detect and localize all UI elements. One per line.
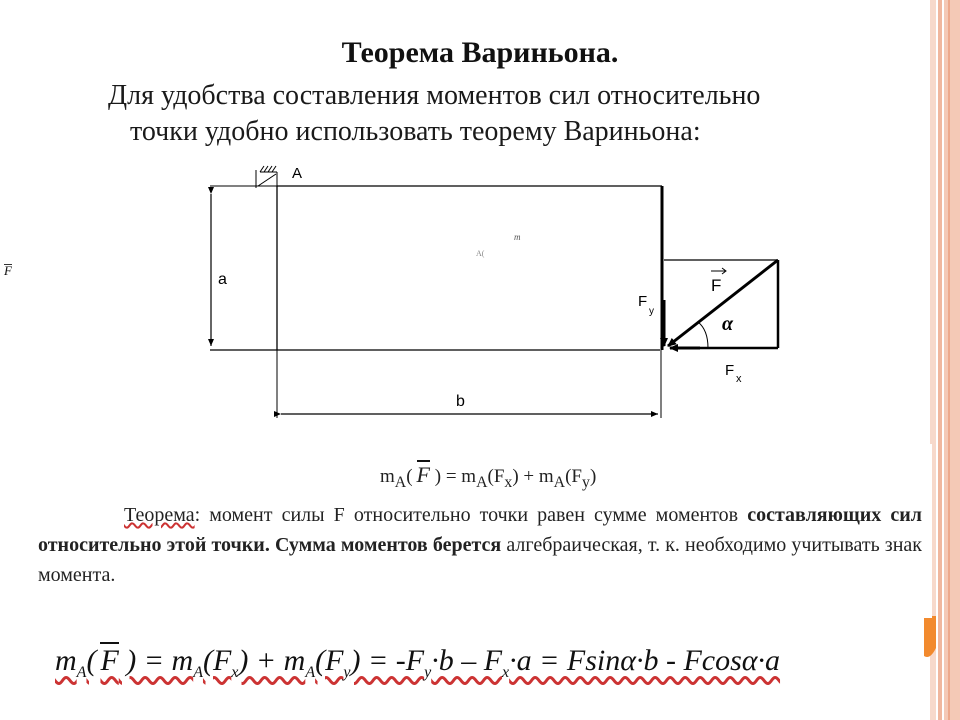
varignon-diagram	[180, 160, 800, 430]
f2-force-vector: F	[100, 644, 119, 677]
f1-sub-a2: A	[476, 473, 488, 491]
angle-alpha-label: α	[722, 313, 734, 335]
formula-varignon-expanded	[55, 644, 780, 682]
f2-sub-x1: x	[231, 664, 239, 681]
f1-rest: ) = m	[430, 466, 477, 487]
f1-fy: (F	[565, 466, 583, 487]
f1-sub-a3: A	[553, 473, 566, 491]
f1-sub-a: A	[394, 473, 407, 491]
f2-open: (	[86, 644, 97, 677]
dimension-a-label: a	[218, 271, 227, 288]
f2-mid1: ) = m	[118, 644, 194, 677]
f2-sub-a1: A	[76, 664, 87, 681]
theorem-statement	[38, 500, 922, 590]
intro-text-line1: Для удобства составления моментов сил относительно	[108, 80, 761, 111]
f2-sub-x2: x	[502, 664, 510, 681]
f2-pfx: (F	[202, 644, 232, 677]
f2-sub-a3: A	[305, 664, 316, 681]
f2-mid2: ) + m	[238, 644, 306, 677]
f2-sub-a2: A	[193, 664, 203, 681]
f1-plus: ) + m	[512, 466, 554, 487]
force-fy-subscript: y	[649, 306, 654, 317]
f2-tail: ·a = Fsinα·b - Fcosα·a	[509, 644, 781, 677]
force-fx-label: F	[725, 362, 735, 379]
faint-m-mark: m	[514, 232, 521, 242]
f1-m: m	[380, 466, 395, 487]
rigid-body-rectangle	[210, 186, 662, 350]
f2-sub-y1: y	[343, 664, 351, 681]
f1-paren: (	[406, 466, 413, 487]
f1-sub-y: y	[582, 473, 590, 491]
force-fx-subscript: x	[736, 373, 742, 385]
faint-a-mark: A(	[476, 249, 485, 258]
support-hatch-icon	[256, 166, 277, 188]
f2-sub-y2: y	[424, 664, 432, 681]
theorem-text-end: алгебраическая, т. к. необходимо учитывать знак момента.	[38, 534, 923, 586]
formula-varignon-short	[380, 462, 596, 492]
f1-fx: (F	[487, 466, 505, 487]
f2-m1: m	[55, 644, 77, 677]
force-f-label: F	[711, 276, 722, 295]
angle-arc	[698, 322, 708, 348]
f2-mid4: ·b – F	[431, 644, 503, 677]
dimension-b-label: b	[456, 393, 465, 410]
theorem-text-regular: : момент силы F относительно точки равен сумме моментов	[194, 504, 739, 526]
theorem-text-bold: составляющих сил относительно этой точки. Сумма моментов берется	[38, 504, 923, 556]
f1-sub-x: x	[504, 473, 513, 491]
theorem-label: Теорема	[124, 504, 195, 526]
slide-title: Теорема Вариньона.	[341, 36, 619, 69]
point-a-label: A	[292, 165, 303, 182]
stray-f-symbol: F	[4, 263, 12, 278]
f2-pfy: (F	[315, 644, 344, 677]
f1-force-vector: F	[416, 462, 430, 487]
f1-close: )	[589, 466, 597, 487]
intro-text-line2: точки удобно использовать теорему Вариньона:	[130, 116, 701, 147]
f2-mid3: ) = -F	[350, 644, 425, 677]
force-fy-label: F	[638, 293, 648, 310]
